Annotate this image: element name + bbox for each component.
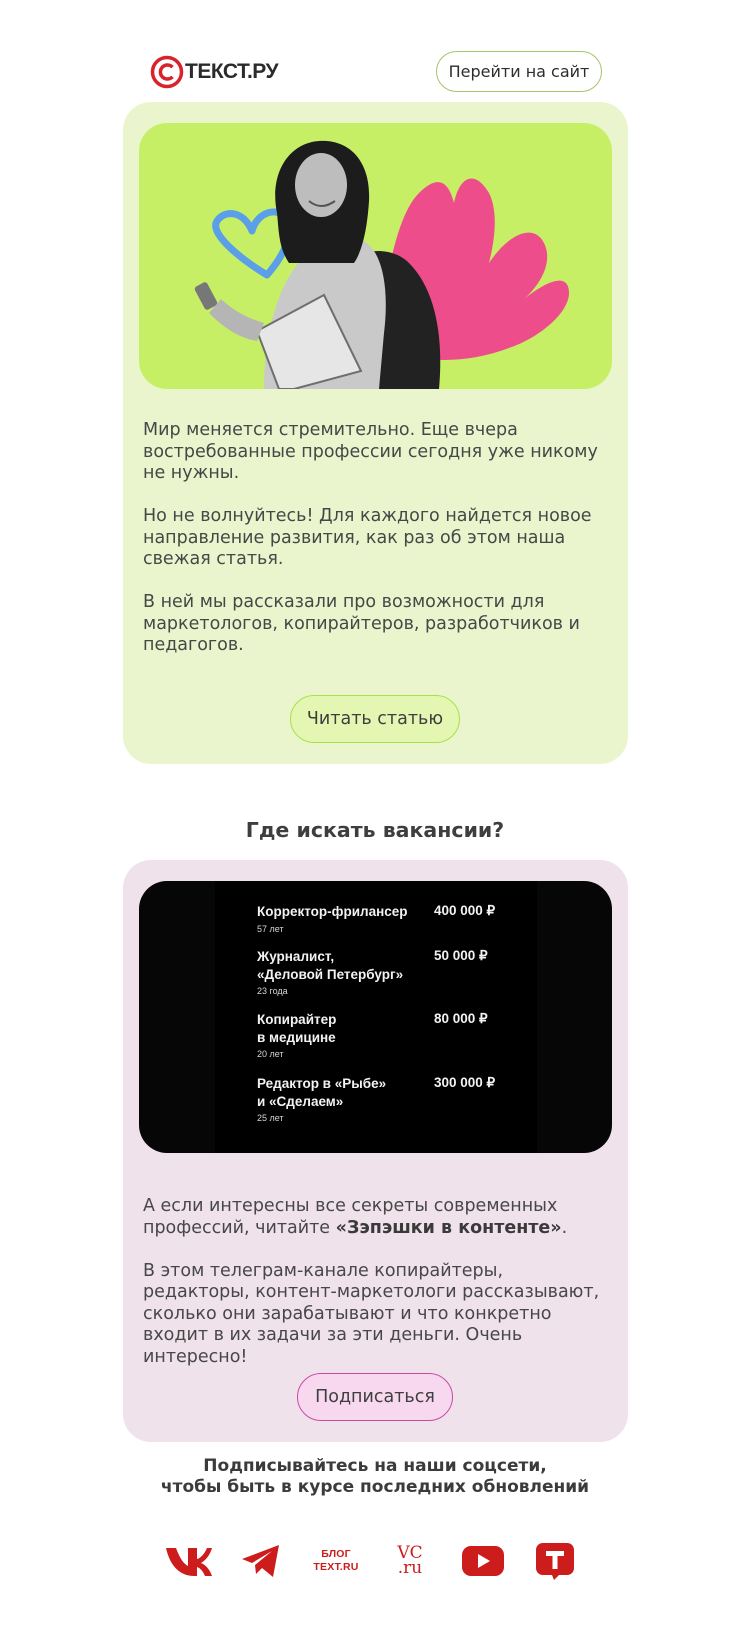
job-title: Корректор-фрилансер <box>257 904 408 919</box>
job-item <box>257 1075 537 1123</box>
hero-image <box>139 123 612 389</box>
job-salary: 300 000 ₽ <box>434 1075 496 1090</box>
job-age: 20 лет <box>257 1049 284 1059</box>
vacancies-card <box>123 860 628 1442</box>
job-item <box>257 1011 537 1059</box>
article-paragraph-1: Мир меняется стремительно. Еще вчера востребованные профессии сегодня уже никому не нужны. <box>143 420 598 483</box>
job-salary: 50 000 ₽ <box>434 948 488 963</box>
channel-name-link[interactable]: «Зэпэшки в контенте» <box>335 1217 562 1238</box>
job-salary: 400 000 ₽ <box>434 903 496 918</box>
job-age: 25 лет <box>257 1113 284 1123</box>
telegram-icon[interactable] <box>236 1540 286 1582</box>
read-article-button[interactable]: Читать статью <box>290 695 460 743</box>
footer-line-1: Подписывайтесь на наши соцсети, <box>203 1456 547 1476</box>
vc-icon-line-1: VC <box>397 1543 423 1563</box>
footer-line-2: чтобы быть в курсе последних обновлений <box>160 1477 590 1497</box>
vacancies-paragraph-1 <box>143 1196 613 1239</box>
subscribe-button[interactable]: Подписаться <box>297 1373 453 1421</box>
job-title: Копирайтер в медицине <box>257 1012 337 1045</box>
vacancies-paragraph-1-suffix: . <box>561 1217 568 1238</box>
vk-icon[interactable] <box>164 1540 214 1582</box>
footer-text <box>0 1456 750 1498</box>
article-paragraph-2: Но не волнуйтесь! Для каждого найдется новое направление развития, как раз об этом наша свежая статья. <box>143 506 592 569</box>
vc-icon[interactable] <box>385 1540 435 1582</box>
blog-icon[interactable] <box>308 1540 364 1582</box>
logo-text: ТЕКСТ.РУ <box>185 60 279 83</box>
textru-icon[interactable] <box>530 1540 580 1582</box>
copyright-logo-icon <box>150 55 184 89</box>
youtube-icon[interactable] <box>458 1540 508 1582</box>
blog-icon-line-1: БЛОГ <box>321 1548 351 1560</box>
header <box>0 0 750 100</box>
vacancies-title: Где искать вакансии? <box>245 818 505 842</box>
vacancies-paragraph-2: В этом телеграм-канале копирайтеры, редакторы, контент-маркетологи рассказывают, сколько они зарабатывают и что конкретно входит в их задачи за эти деньги. Очень интересно! <box>143 1260 600 1367</box>
hero-illustration <box>139 123 612 389</box>
jobs-image <box>139 881 612 1153</box>
article-paragraph-3: В ней мы рассказали про возможности для маркетологов, копирайтеров, разработчиков и педагогов. <box>143 592 580 655</box>
social-links <box>0 1540 750 1590</box>
vacancies-paragraph-1-prefix: А если интересны все секреты современных профессий, читайте <box>143 1196 558 1238</box>
job-title: Редактор в «Рыбе» и «Сделаем» <box>257 1076 387 1109</box>
jobs-list <box>215 881 537 1153</box>
go-to-site-button[interactable]: Перейти на сайт <box>436 51 602 92</box>
job-title: Журналист, «Деловой Петербург» <box>257 949 404 982</box>
vc-icon-line-2: .ru <box>397 1558 423 1578</box>
blog-icon-line-2: TEXT.RU <box>313 1561 359 1573</box>
job-age: 57 лет <box>257 923 284 934</box>
job-age: 23 года <box>257 986 288 996</box>
vacancies-text <box>143 1196 613 1390</box>
job-item <box>257 948 537 996</box>
job-item <box>257 903 537 934</box>
article-text <box>143 420 613 678</box>
logo[interactable] <box>150 55 278 89</box>
article-card <box>123 102 628 764</box>
job-salary: 80 000 ₽ <box>434 1011 488 1026</box>
